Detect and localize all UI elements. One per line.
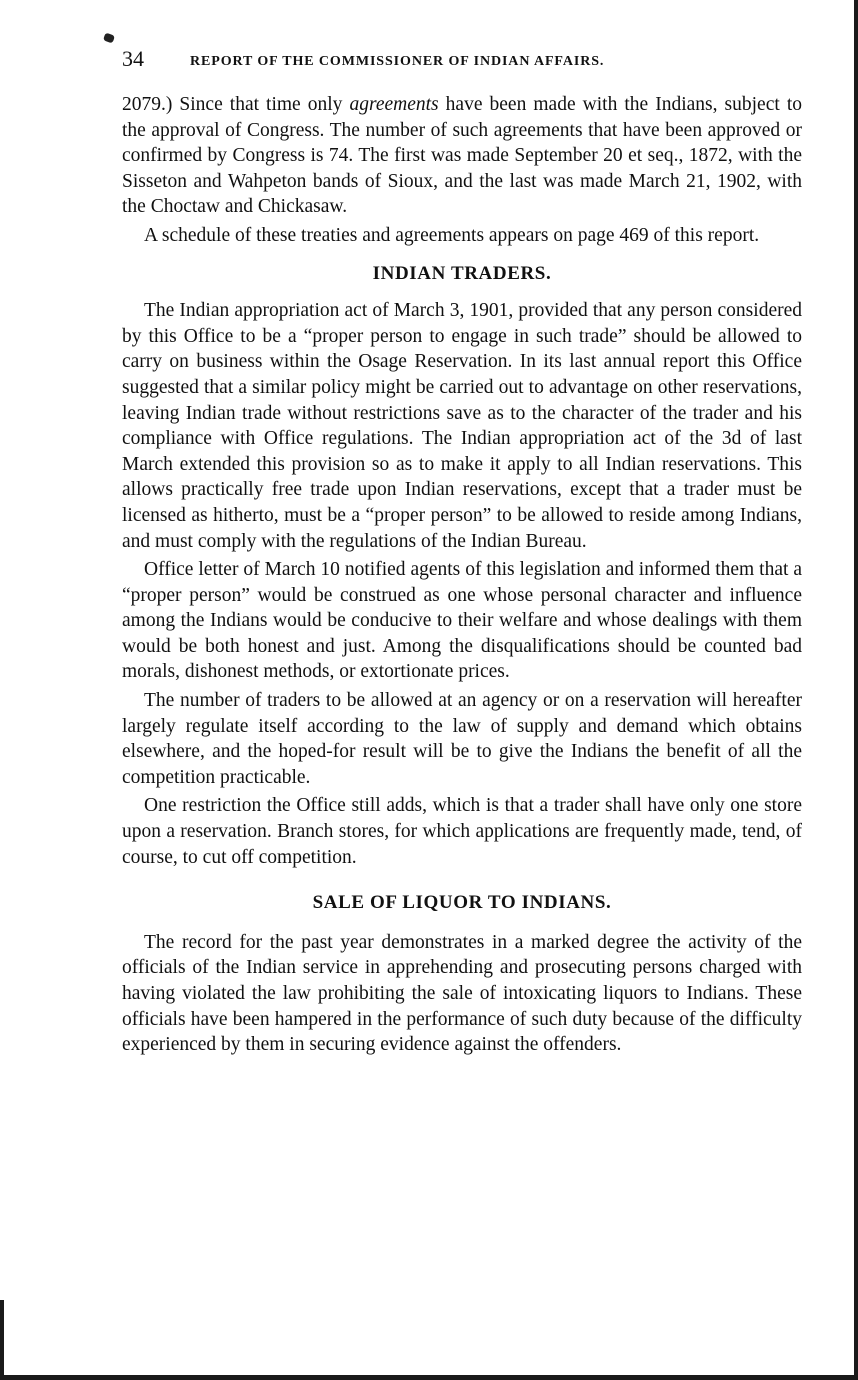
paragraph-treaties-continued: [122, 92, 802, 220]
paragraph-restriction: One restriction the Office still adds, which is that a trader shall have only one store upon a reservation. Branch stores, for which applications are frequently made, tend, of course, to cut off competition.: [122, 795, 802, 868]
paragraph-schedule: A schedule of these treaties and agreements appears on page 469 of this report.: [144, 224, 760, 246]
scan-edge-right: [854, 0, 858, 1380]
ink-blot-mark: [103, 33, 115, 44]
paragraph-number-of-traders: The number of traders to be allowed at an agency or on a reservation will hereafter largely regulate itself according to the law of supply and demand which obtains elsewhere, and the hoped-for result will be to give the Indians the benefit of all the competition practicable.: [122, 690, 802, 788]
paragraph-appropriation-act: The Indian appropriation act of March 3, 1901, provided that any person considered by this Office to be a “proper person to engage in such trade” should be allowed to carry on business within the Osage Reservation. In its last annual report this Office suggested that a similar policy might be carried out to advantage on other reservations, leaving Indian trade without restrictions save as to the character of the trader and his compliance with Office regulations. The Indian appropriation act of the 3d of last March extended this provision so as to make it apply to all Indian reservations. This allows practically free trade upon Indian reservations, except that a trader must be licensed as hitherto, must be a “proper person” to be allowed to reside among Indians, and must comply with the regulations of the Indian Bureau.: [122, 300, 802, 552]
page-header: [122, 46, 802, 76]
body-text: [122, 92, 802, 1058]
paragraph-text: have been made with the Indians, subject to the approval of Congress. The number of such agreements that have been approved or confirmed by Congress is 74. The first was made September 20 et seq., 1872, with the Sisseton and Wahpeton bands of Sioux, and the last was made March 21, 1902, with the Choctaw and Chickasaw.: [122, 94, 802, 218]
page-number: 34: [122, 46, 144, 71]
scan-edge-bottom: [0, 1375, 858, 1380]
emphasis-agreements: agreements: [349, 94, 439, 115]
paragraph-liquor-record: The record for the past year demonstrates in a marked degree the activity of the officials of the Indian service in apprehending and prosecuting persons charged with having violated the law prohibiting the sale of intoxicating liquors to Indians. These officials have been hampered in the performance of such duty because of the difficulty experienced by them in securing evidence against the offenders.: [122, 931, 802, 1056]
paragraph-text: 2079.) Since that time only: [122, 94, 350, 115]
running-head: REPORT OF THE COMMISSIONER OF INDIAN AFFAIRS.: [190, 54, 605, 69]
section-heading-sale-of-liquor: SALE OF LIQUOR TO INDIANS.: [312, 892, 612, 914]
section-heading-indian-traders: INDIAN TRADERS.: [372, 262, 552, 284]
paragraph-office-letter: Office letter of March 10 notified agents of this legislation and informed them that a “proper person” would be construed as one whose personal character and influence among the Indians would be conducive to their welfare and whose dealings with them would be both honest and just. Among the disqualifications should be counted bad morals, dishonest methods, or extortionate prices.: [122, 559, 802, 683]
scan-edge-left: [0, 1300, 4, 1380]
